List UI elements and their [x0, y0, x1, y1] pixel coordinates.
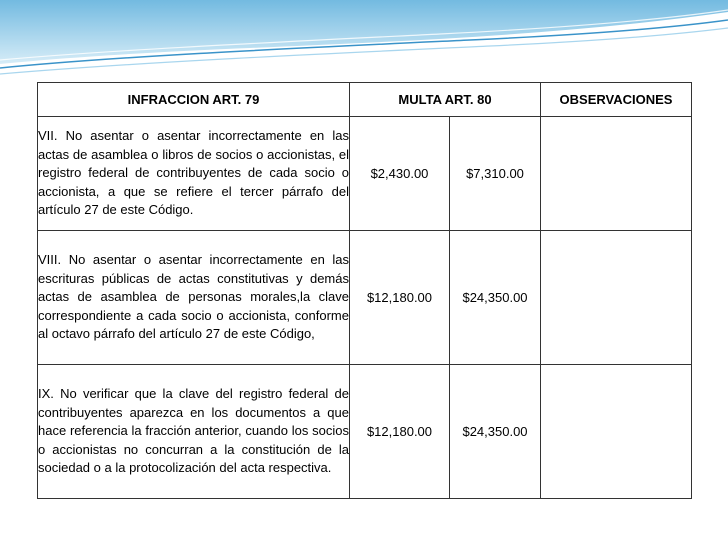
row-multa-max: $7,310.00 [450, 117, 541, 231]
row-multa-min: $12,180.00 [350, 365, 450, 499]
row-observaciones [541, 231, 692, 365]
row-description: IX. No verificar que la clave del registro federal de contribuyentes aparezca en los documentos a que hace referencia la fracción anterior, cuando los socios o accionistas no concurran a la constitución de la sociedad o a la protocolización del acta respectiva. [38, 365, 350, 499]
row-multa-max: $24,350.00 [450, 231, 541, 365]
row-observaciones [541, 117, 692, 231]
table-header-row [38, 83, 692, 117]
table-row [38, 231, 692, 365]
header-multa: MULTA ART. 80 [350, 83, 541, 117]
header-observaciones: OBSERVACIONES [541, 83, 692, 117]
row-observaciones [541, 365, 692, 499]
row-multa-min: $2,430.00 [350, 117, 450, 231]
row-description: VII. No asentar o asentar incorrectamente en las actas de asamblea o libros de socios o accionistas, el registro federal de contribuyentes de cada socio o accionista, a que se refiere el tercer párrafo del artículo 27 de este Código. [38, 117, 350, 231]
row-multa-max: $24,350.00 [450, 365, 541, 499]
header-wave-decoration [0, 0, 728, 80]
header-infraccion: INFRACCION ART. 79 [38, 83, 350, 117]
table-row [38, 365, 692, 499]
row-description: VIII. No asentar o asentar incorrectamente en las escrituras públicas de actas constitutivas y demás actas de asamblea de personas morales,la clave correspondiente a cada socio o accionista, conforme al octavo párrafo del artículo 27 de este Código, [38, 231, 350, 365]
row-multa-min: $12,180.00 [350, 231, 450, 365]
table-row [38, 117, 692, 231]
infractions-table [37, 82, 692, 499]
